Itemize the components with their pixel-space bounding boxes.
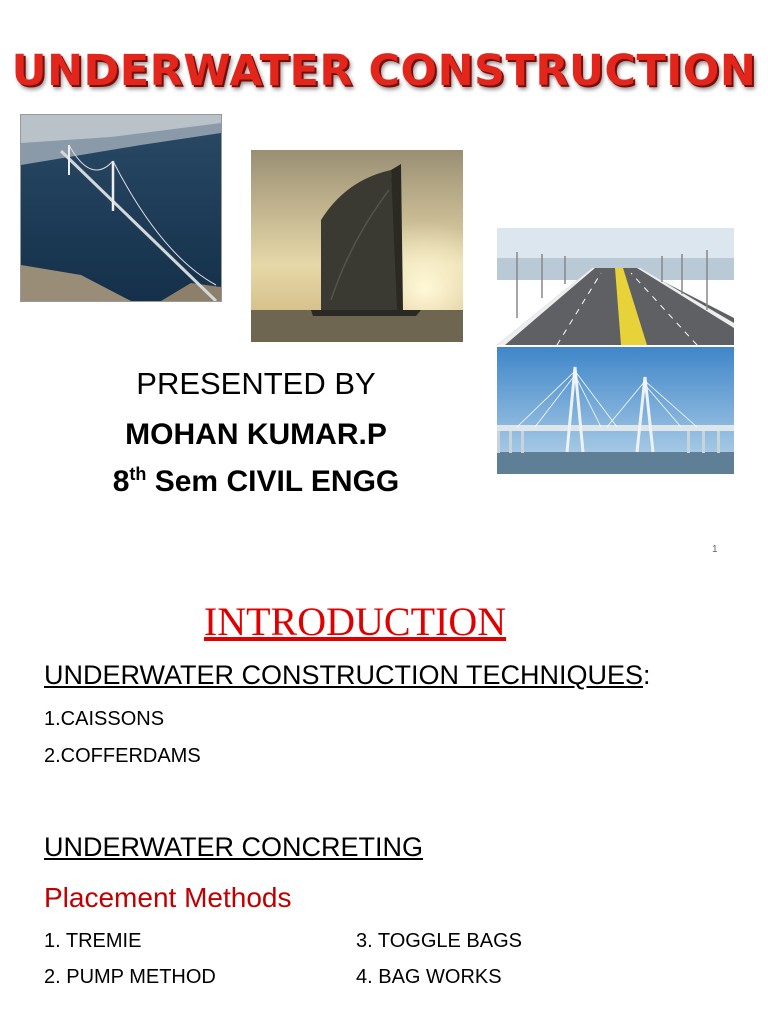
introduction-title: INTRODUCTION [203, 599, 507, 644]
introduction-slide [0, 568, 768, 1024]
techniques-heading [44, 660, 651, 691]
semester-superscript: th [129, 464, 147, 484]
techniques-heading-colon: : [643, 660, 651, 690]
placement-item: 4. BAG WORKS [356, 966, 502, 988]
technique-item: 1.CAISSONS [44, 708, 165, 730]
technique-item: 2.COFFERDAMS [44, 745, 201, 767]
presented-by-label: PRESENTED BY [136, 366, 376, 401]
main-title: UNDERWATER CONSTRUCTION [11, 46, 757, 96]
concreting-heading: UNDERWATER CONCRETING [44, 832, 424, 862]
semester-rest: Sem CIVIL ENGG [146, 465, 400, 498]
sea-highway-photo [497, 228, 734, 345]
burj-al-arab-photo [251, 150, 463, 342]
placement-item: 2. PUMP METHOD [44, 966, 216, 988]
semester-number: 8 [112, 465, 130, 498]
suspension-bridge-photo [20, 114, 222, 302]
placement-methods-heading: Placement Methods [44, 882, 292, 913]
presenter-name: MOHAN KUMAR.P [125, 418, 387, 451]
cable-stayed-bridge-photo [497, 347, 734, 474]
placement-item: 1. TREMIE [44, 930, 142, 952]
presenter-semester [66, 464, 446, 499]
placement-item: 3. TOGGLE BAGS [356, 930, 522, 952]
slide-number: 1 [712, 544, 718, 555]
techniques-heading-text: UNDERWATER CONSTRUCTION TECHNIQUES [44, 660, 644, 690]
